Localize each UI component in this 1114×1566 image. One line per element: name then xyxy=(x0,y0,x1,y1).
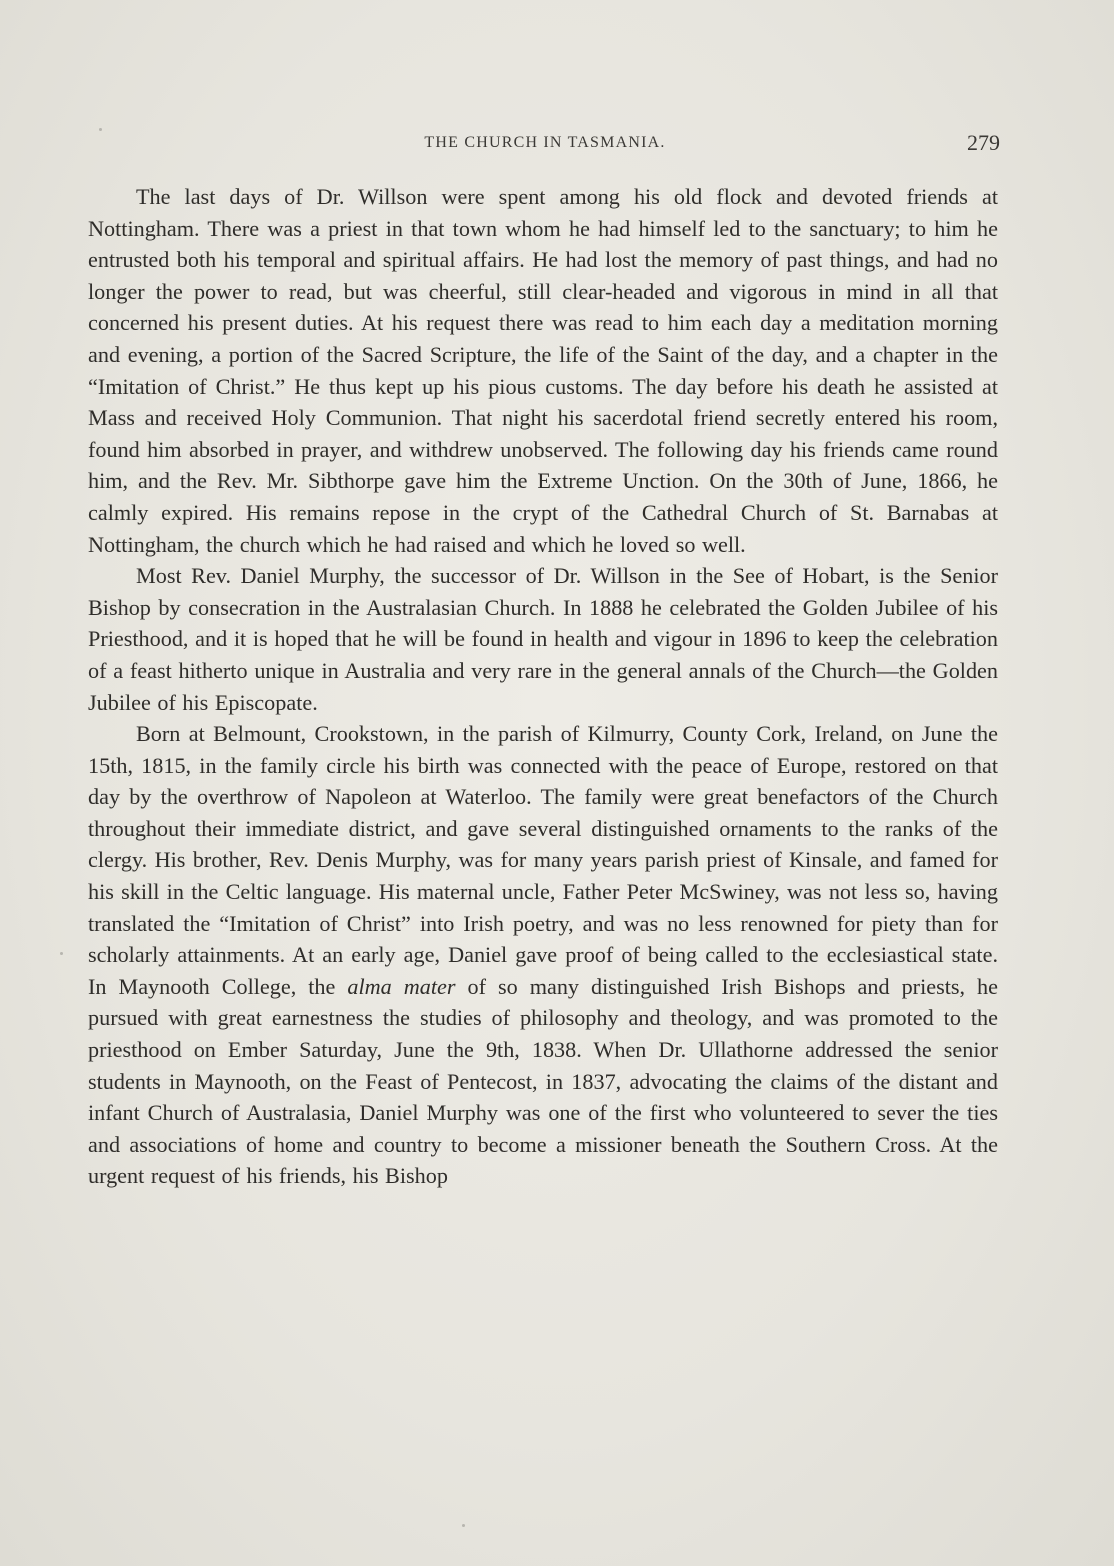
paper-speck xyxy=(99,128,102,131)
paragraph-text-part: of so many distinguished Irish Bishops and priests, he pursued with great earnestness the studies of philosophy and theology, and was promoted to the priesthood on Ember Saturday, June the 9th, 1838. When Dr. Ullathorne addressed the senior students in Maynooth, on the Feast of Pentecost, in 1837, advocating the claims of the distant and infant Church of Australasia, Daniel Murphy was one of the first who volunteered to sever the ties and associations of home and country to become a missioner beneath the Southern Cross. At the urgent request of his friends, his Bishop xyxy=(88,973,999,1189)
body-text xyxy=(88,181,998,1192)
italic-phrase: alma mater xyxy=(347,973,456,999)
paper-speck xyxy=(462,1524,465,1527)
running-title: THE CHURCH IN TASMANIA. xyxy=(424,134,666,151)
paper-speck xyxy=(60,952,63,955)
page-number: 279 xyxy=(967,130,1000,155)
paragraph-text-part: Born at Belmount, Crookstown, in the parish of Kilmurry, County Cork, Ireland, on June the 15th, 1815, in the family circle his birth was connected with the peace of Europe, restored on that day by the overthrow of Napoleon at Waterloo. The family were great benefactors of the Church throughout their immediate district, and gave several distinguished ornaments to the ranks of the clergy. His brother, Rev. Denis Murphy, was for many years parish priest of Kinsale, and famed for his skill in the Celtic language. His maternal uncle, Father Peter McSwiney, was not less so, having translated the “Imitation of Christ” into Irish poetry, and was no less renowned for piety than for scholarly attainments. At an early age, Daniel gave proof of being called to the ecclesiastical state. In Maynooth College, the xyxy=(88,721,998,999)
paragraph-murphy-succession: Most Rev. Daniel Murphy, the successor of Dr. Willson in the See of Hobart, is the Senior Bishop by consecration in the Australasian Church. In 1888 he celebrated the Golden Jubilee of his Priesthood, and it is hoped that he will be found in health and vigour in 1896 to keep the celebration of a feast hitherto unique in Australia and very rare in the general annals of the Church—the Golden Jubilee of his Episcopate. xyxy=(88,563,998,715)
paragraph-willson-death: The last days of Dr. Willson were spent among his old flock and devoted friends at Nottingham. There was a priest in that town whom he had himself led to the sanctuary; to him he entrusted both his temporal and spiritual affairs. He had lost the memory of past things, and had no longer the power to read, but was cheerful, still clear-headed and vigorous in mind in all that concerned his present duties. At his request there was read to him each day a meditation morning and evening, a portion of the Sacred Scripture, the life of the Saint of the day, and a chapter in the “Imitation of Christ.” He thus kept up his pious customs. The day before his death he assisted at Mass and received Holy Communion. That night his sacerdotal friend secretly entered his room, found him absorbed in prayer, and withdrew unobserved. The following day his friends came round him, and the Rev. Mr. Sibthorpe gave him the Extreme Unction. On the 30th of June, 1866, he calmly expired. His remains repose in the crypt of the Cathedral Church of St. Barnabas at Nottingham, the church which he had raised and which he loved so well. xyxy=(88,184,998,557)
paragraph-murphy-early-life xyxy=(88,718,998,1192)
running-header xyxy=(90,130,1000,160)
